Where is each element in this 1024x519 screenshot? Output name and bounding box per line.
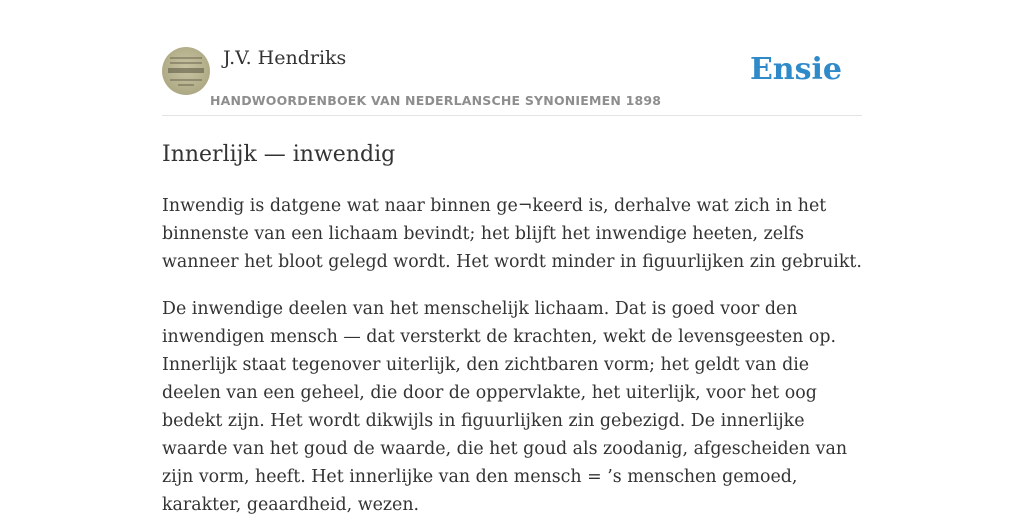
book-title[interactable]: HANDWOORDENBOEK VAN NEDERLANSCHE SYNONIEMEN 1898 <box>210 93 662 108</box>
cover-band <box>168 68 204 73</box>
book-cover-avatar[interactable] <box>162 47 210 95</box>
cover-line <box>170 62 202 64</box>
cover-line <box>170 57 202 59</box>
author-name[interactable]: J.V. Hendriks <box>223 47 347 69</box>
header <box>162 0 862 116</box>
page <box>162 0 862 515</box>
cover-line <box>170 79 202 81</box>
entry-paragraph: Inwendig is datgene wat naar binnen ge¬keerd is, derhalve wat zich in het binnenste van een lichaam bevindt; het blijft het inwendige heeten, zelfs wanneer het bloot gelegd wordt. Het wordt minder in figuurlijken zin gebruikt. <box>162 196 862 272</box>
brand-logo[interactable]: Ensie <box>749 52 842 87</box>
entry-title: Innerlijk — inwendig <box>162 142 396 167</box>
cover-line <box>178 84 194 86</box>
entry-paragraph: De inwendige deelen van het menschelijk lichaam. Dat is goed voor den inwendigen mensch — dat versterkt de krachten, wekt de levensgeesten op. Innerlijk staat tegenover uiterlijk, den zichtbaren vorm; het geldt van die deelen van een geheel, die door de oppervlakte, het uiterlijk, voor het oog bedekt zijn. Het wordt dikwijls in figuurlijken zin gebezigd. De innerlijke waarde van het goud de waarde, die het goud als zoodanig, afgescheiden van zijn vorm, heeft. Het innerlijke van den mensch = ’s menschen gemoed, karakter, geaardheid, wezen. <box>162 299 848 515</box>
